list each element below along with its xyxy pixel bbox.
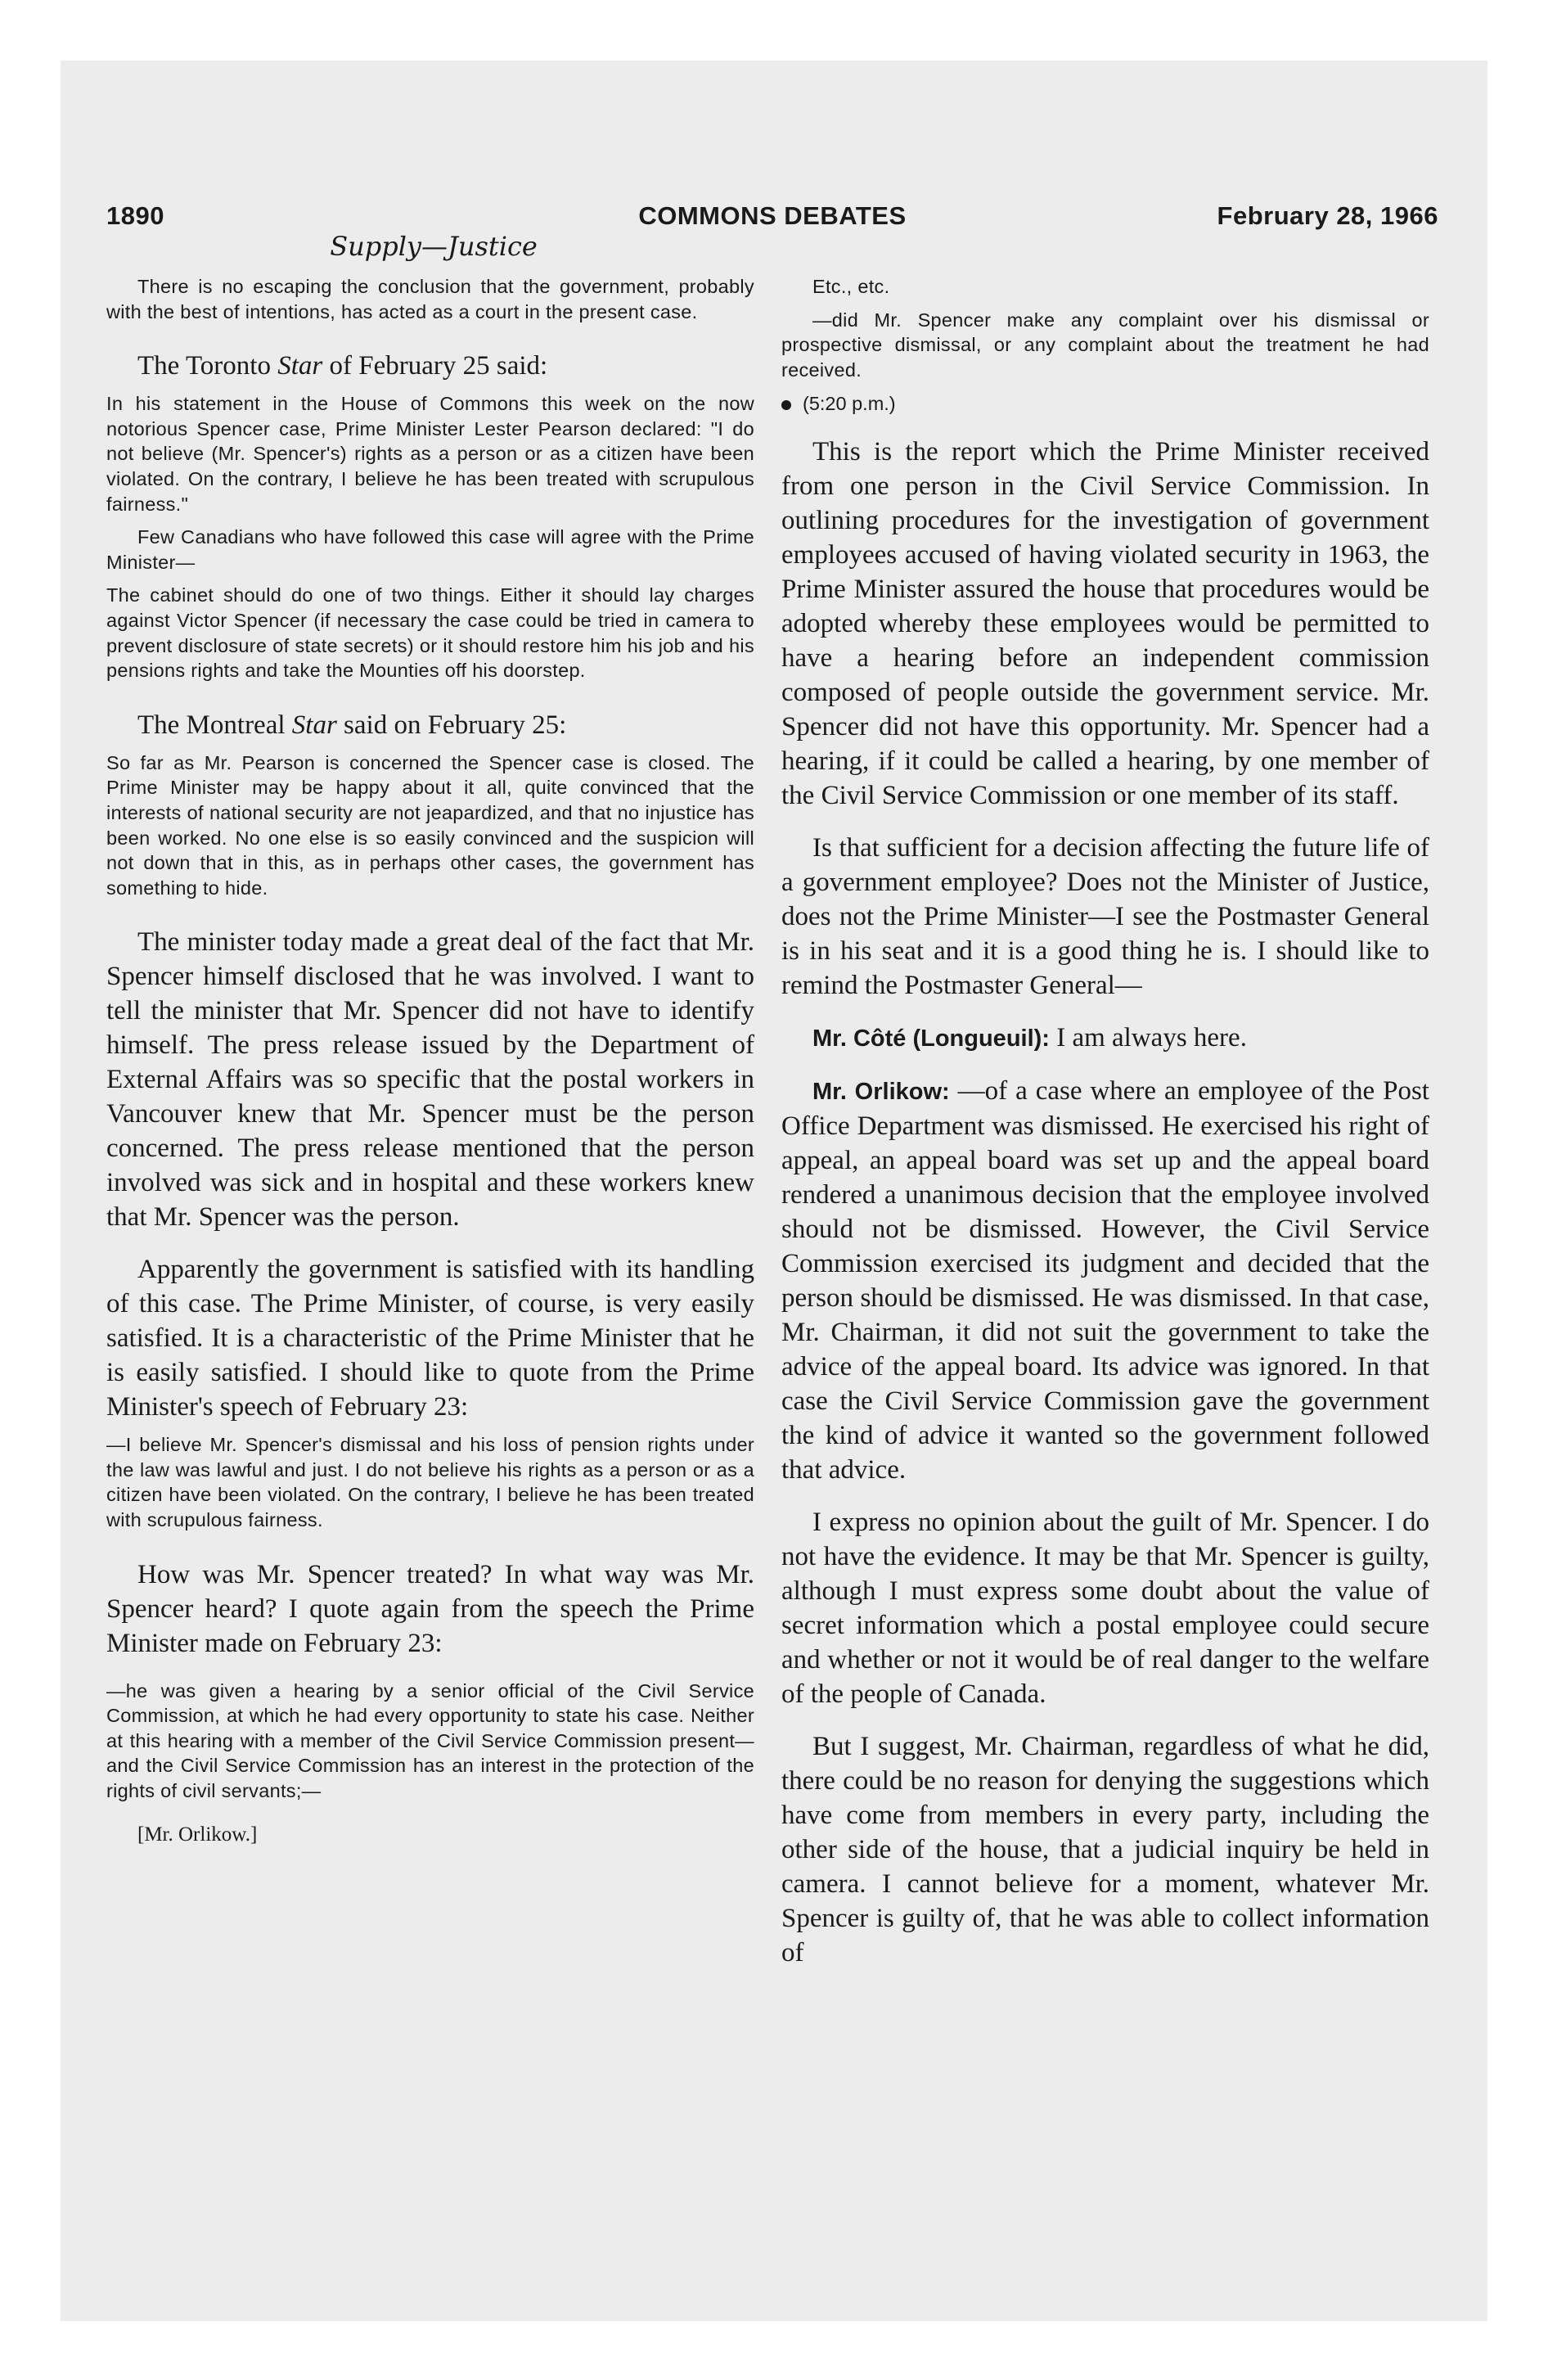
quoted-passage: The cabinet should do one of two things. Either it should lay charges against Victor Spencer (if necessary the case could be tried in camera to prevent disclosure of state secrets) or it should restore him his job and his pensions rights and take the Mounties off his doorstep.	[106, 584, 754, 682]
left-column	[106, 274, 754, 1848]
paragraph: I express no opinion about the guilt of Mr. Spencer. I do not have the evidence. It may be that Mr. Spencer is guilty, although I must express some doubt about the value of secret information which a postal employee could secure and whether or not it would be of real danger to the welfare of the people of Canada.	[781, 1508, 1429, 1710]
quoted-passage: So far as Mr. Pearson is concerned the Spencer case is closed. The Prime Minister may be happy about it all, quite convinced that the interests of national security are not jeapardized, and that no injustice has been worked. No one else is so easily convinced and the suspicion will not down that in this, as in perhaps other cases, the government has something to hide.	[106, 751, 754, 899]
publication-title: COMMONS DEBATES	[638, 201, 907, 230]
speech: Mr. Orlikow: —of a case where an employee of the Post Office Department was dismissed. He exercised his right of appeal, an appeal board was set up and the appeal board rendered a unanimous decision that the employee involved should not be dismissed. However, the Civil Service Commission exercised its judgment and decided that the person should be dismissed. He was dismissed. In that case, Mr. Chairman, it did not suit the government to take the advice of the appeal board. Its advice was ignored. In that case the Civil Service Commission gave the government the kind of advice it wanted so the government followed that advice.	[781, 1076, 1429, 1485]
newspaper-name: Star	[291, 710, 337, 740]
paragraph: The Toronto Star of February 25 said:	[137, 351, 548, 381]
page-number: 1890	[106, 201, 164, 230]
speaker-name: Mr. Côté (Longueuil):	[812, 1025, 1050, 1053]
paragraph: There is no escaping the conclusion that the government, probably with the best of intentions, has acted as a court in the present case.	[106, 276, 754, 322]
quoted-passage: In his statement in the House of Commons this week on the now notorious Spencer case, Prime Minister Lester Pearson declared: "I do not believe (Mr. Spencer's) rights as a person or as a citizen have been violated. On the contrary, I believe he has been treated with scrupulous fairness."	[106, 393, 754, 515]
issue-date: February 28, 1966	[1217, 201, 1438, 230]
timestamp: (5:20 p.m.)	[781, 390, 1429, 417]
paragraph: This is the report which the Prime Minister received from one person in the Civil Service Commission. In outlining procedures for the investigation of government employees accused of having violated security in 1963, the Prime Minister assured the house that procedures would be adopted whereby these employees would be permitted to have a hearing before an independent commission composed of people outside the government service. Mr. Spencer did not have this opportunity. Mr. Spencer had a hearing, if it could be called a hearing, by one member of the Civil Service Commission or one member of its staff.	[781, 437, 1429, 811]
paragraph: The minister today made a great deal of the fact that Mr. Spencer himself disclosed that he was involved. I want to tell the minister that Mr. Spencer did not have to identify himself. The press release issued by the Department of External Affairs was so specific that the postal workers in Vancouver knew that Mr. Spencer must be the person concerned. The press release mentioned that the person involved was sick and in hospital and these workers knew that Mr. Spencer was the person.	[106, 927, 754, 1233]
right-column	[781, 274, 1429, 1970]
newspaper-name: Star	[277, 351, 323, 381]
bullet-icon	[781, 400, 791, 410]
running-head: Supply—Justice	[330, 231, 538, 262]
speaker-name: Mr. Orlikow:	[812, 1079, 950, 1106]
speech: Mr. Côté (Longueuil): I am always here.	[812, 1023, 1247, 1053]
quoted-passage: —he was given a hearing by a senior official of the Civil Service Commission, at which he had every opportunity to state his case. Neither at this hearing with a member of the Civil Service Commission present—and the Civil Service Commission has an interest in the protection of the rights of civil servants;—	[106, 1679, 754, 1802]
quoted-passage: Etc., etc.	[812, 276, 890, 297]
quoted-passage: Few Canadians who have followed this case will agree with the Prime Minister—	[106, 526, 754, 573]
paragraph: Apparently the government is satisfied with its handling of this case. The Prime Minister, of course, is very easily satisfied. It is a characteristic of the Prime Minister that he is easily satisfied. I should like to quote from the Prime Minister's speech of February 23:	[106, 1255, 754, 1422]
paragraph: But I suggest, Mr. Chairman, regardless of what he did, there could be no reason for denying the suggestions which have come from members in every party, including the other side of the house, that a judicial inquiry be held in camera. I cannot believe for a moment, whatever Mr. Spencer is guilty of, that he was able to collect information of	[781, 1732, 1429, 1968]
paragraph: How was Mr. Spencer treated? In what way was Mr. Spencer heard? I quote again from the speech the Prime Minister made on February 23:	[106, 1559, 754, 1658]
paragraph: Is that sufficient for a decision affecting the future life of a government employee? Does not the Minister of Justice, does not the Prime Minister—I see the Postmaster General is in his seat and it is a good thing he is. I should like to remind the Postmaster General—	[781, 833, 1429, 1001]
quoted-passage: —I believe Mr. Spencer's dismissal and his loss of pension rights under the law was lawful and just. I do not believe his rights as a person or as a citizen have been violated. On the contrary, I believe he has been treated with scrupulous fairness.	[106, 1434, 754, 1531]
speaker-attribution: [Mr. Orlikow.]	[137, 1823, 258, 1846]
quoted-passage: —did Mr. Spencer make any complaint over his dismissal or prospective dismissal, or any complaint about the treatment he had received.	[781, 309, 1429, 381]
paragraph: The Montreal Star said on February 25:	[137, 710, 567, 740]
